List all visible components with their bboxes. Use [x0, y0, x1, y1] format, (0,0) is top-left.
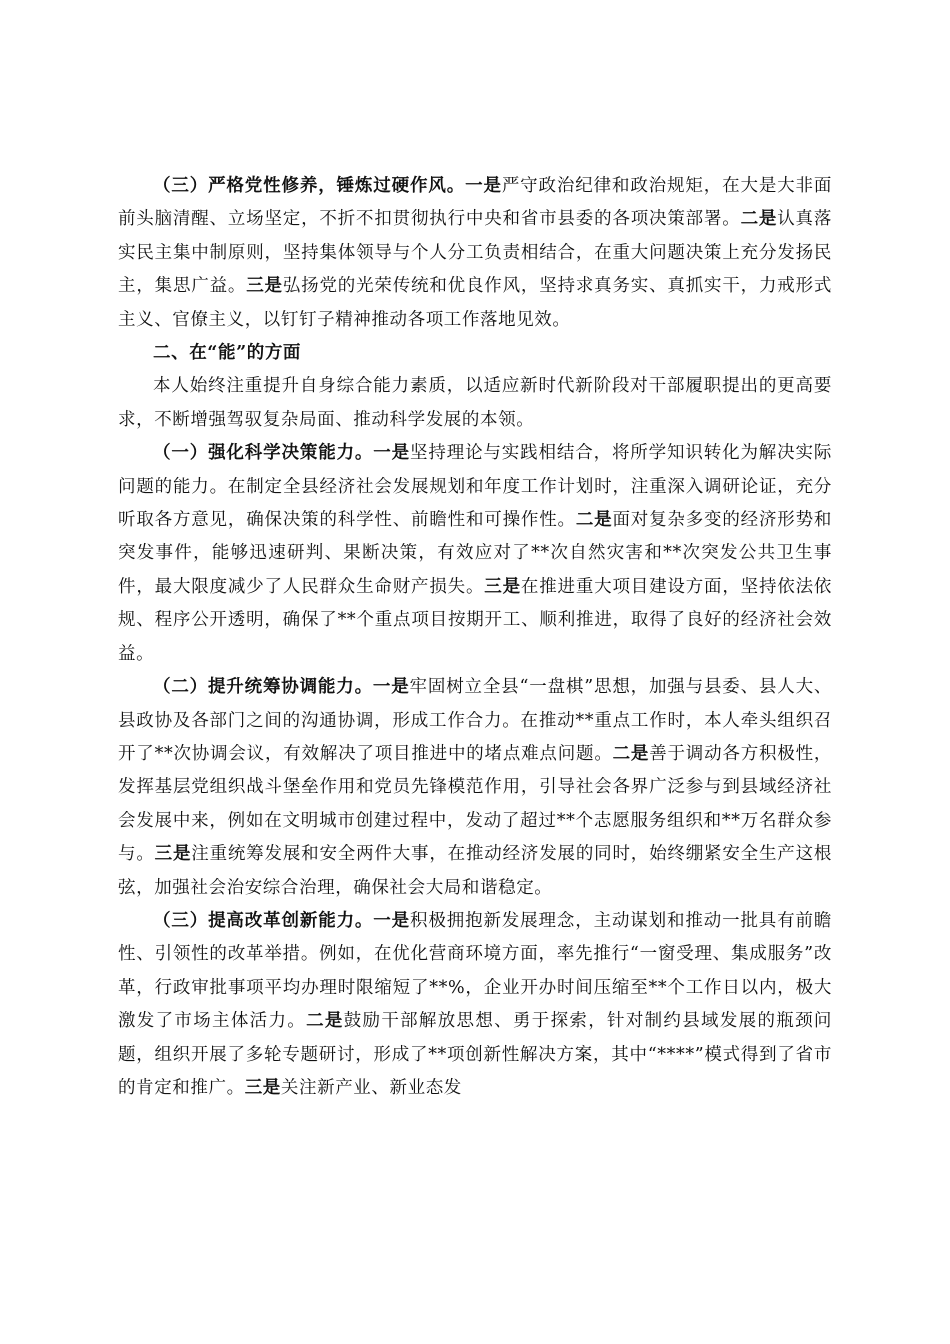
body-paragraph	[118, 437, 832, 671]
text-run: 注重统筹发展和安全两件大事，在推动经济发展的同时，始终绷紧安全生产这根弦，加强社会治安综合治理，确保社会大局和谐稳定。	[118, 844, 833, 898]
text-run: 弘扬党的光荣传统和优良作风，坚持求真务实、真抓实干，力戒形式主义、官僚主义，以钉钉子精神推动各项工作落地见效。	[118, 276, 833, 330]
text-run: 认真落实民主集中制原则，坚持集体领导与个人分工负责相结合，在重大问题决策上充分发扬民主，集思广益。	[118, 209, 832, 297]
body-paragraph	[118, 170, 832, 337]
bold-text-run: 二、在“能”的方面	[153, 343, 302, 364]
body-paragraph	[118, 671, 832, 905]
bold-text-run: 三是	[246, 276, 283, 297]
text-run: 严守政治纪律和政治规矩，在大是大非面前头脑清醒、立场坚定，不折不扣贯彻执行中央和省市县委的各项决策部署。	[118, 176, 832, 230]
bold-text-run: 二是	[306, 1011, 344, 1032]
text-run: 鼓励干部解放思想、勇于探索，针对制约县域发展的瓶颈问题，组织开展了多轮专题研讨，形成了**项创新性解决方案，其中“****”模式得到了省市的肯定和推广。	[118, 1011, 832, 1098]
text-run: 积极拥抱新发展理念，主动谋划和推动一批具有前瞻性、引领性的改革举措。例如，在优化营商环境方面，率先推行“一窗受理、集成服务”改革，行政审批事项平均办理时限缩短了**%，企业开办时间压缩至**个工作日以内，极大激发了市场主体活力。	[118, 910, 832, 1032]
bold-text-run: （三）严格党性修养，锤炼过硬作风。	[153, 176, 466, 196]
bold-text-run: 三是	[154, 844, 192, 865]
bold-text-run: 一是	[465, 176, 502, 196]
bold-text-run: （三）提高改革创新能力。一是	[153, 910, 411, 931]
bold-text-run: 三是	[244, 1077, 281, 1098]
bold-text-run: 二是	[612, 743, 650, 764]
body-paragraph	[118, 370, 832, 437]
text-run: 在推进重大项目建设方面，坚持依法依规、程序公开透明，确保了**个重点项目按期开工、顺利推进，取得了良好的经济社会效益。	[118, 576, 833, 664]
text-run: 关注新产业、新业态发	[280, 1077, 462, 1098]
bold-text-run: （一）强化科学决策能力。一是	[153, 443, 411, 464]
bold-text-run: 二是	[575, 510, 613, 531]
section-heading	[118, 337, 832, 370]
body-paragraph	[118, 905, 832, 1105]
bold-text-run: 二是	[740, 209, 778, 230]
text-run: 面对复杂多变的经济形势和突发事件，能够迅速研判、果断决策，有效应对了**次自然灾害和**次突发公共卫生事件，最大限度减少了人民群众生命财产损失。	[118, 510, 833, 597]
text-run: 本人始终注重提升自身综合能力素质，以适应新时代新阶段对干部履职提出的更高要求，不断增强驾驭复杂局面、推动科学发展的本领。	[118, 376, 832, 430]
text-run: 善于调动各方积极性，发挥基层党组织战斗堡垒作用和党员先锋模范作用，引导社会各界广泛参与到县域经济社会发展中来，例如在文明城市创建过程中，发动了超过**个志愿服务组织和**万名群众参与。	[118, 743, 832, 865]
text-run: 坚持理论与实践相结合，将所学知识转化为解决实际问题的能力。在制定全县经济社会发展规划和年度工作计划时，注重深入调研论证，充分听取各方意见，确保决策的科学性、前瞻性和可操作性。	[118, 443, 832, 531]
text-run: 牢固树立全县“一盘棋”思想，加强与县委、县人大、县政协及各部门之间的沟通协调，形成工作合力。在推动**重点工作时，本人牵头组织召开了**次协调会议，有效解决了项目推进中的堵点难点问题。	[118, 677, 832, 764]
bold-text-run: （二）提升统筹协调能力。一是	[153, 677, 410, 698]
bold-text-run: 三是	[484, 576, 521, 597]
document-body	[118, 170, 832, 1105]
